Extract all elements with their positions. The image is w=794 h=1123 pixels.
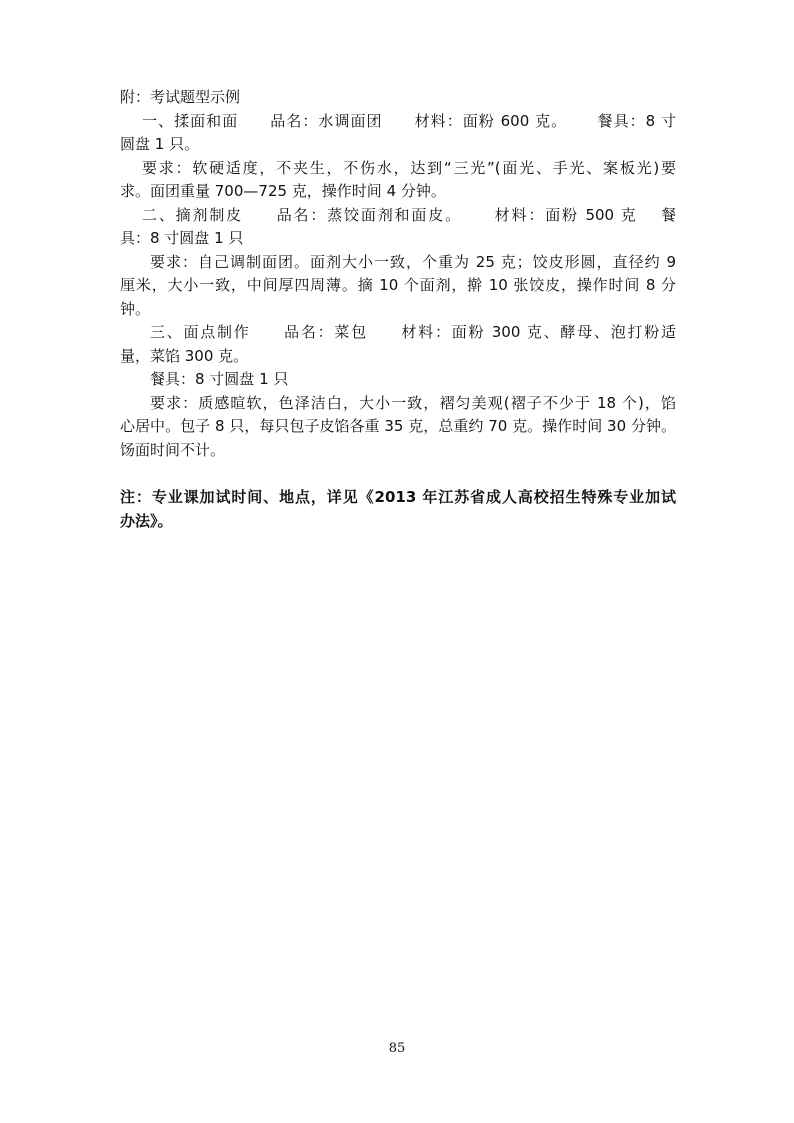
item-1-title-continuation: 圆盘 1 只。 — [120, 135, 200, 153]
item-3-requirement-end: 饧面时间不计。 — [120, 440, 226, 459]
item-1-requirement-continuation: 求。面团重量 700—725 克，操作时间 4 分钟。 — [120, 182, 446, 200]
item-1-requirement-line: 要求：软硬适度，不夹生，不伤水，达到“三光”(面光、手光、案板光)要 — [142, 158, 676, 177]
item-2-title-continuation: 具：8 寸圆盘 1 只 — [120, 229, 244, 247]
item-3-requirement-continuation: 心居中。包子 8 只，每只包子皮馅各重 35 克，总重约 70 克。操作时间 30 分钟。 — [120, 417, 676, 435]
item-1-title-line: 一、揉面和面 品名：水调面团 材料：面粉 600 克。 餐具：8 寸 — [142, 111, 676, 130]
page-number: 85 — [388, 1041, 406, 1056]
item-3-title-continuation: 量，菜馅 300 克。 — [120, 346, 249, 365]
item-2-requirement-continuation: 厘米，大小一致，中间厚四周薄。摘 10 个面剂，擀 10 张饺皮，操作时间 8 分 — [120, 276, 676, 294]
document-body — [120, 86, 676, 533]
item-2-requirement-line: 要求：自己调制面团。面剂大小一致，个重为 25 克；饺皮形圆，直径约 9 — [150, 252, 676, 271]
item-3-title-line: 三、面点制作 品名：菜包 材料：面粉 300 克、酵母、泡打粉适 — [150, 323, 676, 341]
item-3-utensil-line: 餐具：8 寸圆盘 1 只 — [150, 370, 289, 388]
item-2-requirement-end: 钟。 — [120, 299, 151, 318]
item-3-requirement-line: 要求：质感暄软，色泽洁白，大小一致，褶匀美观(褶子不少于 18 个)，馅 — [150, 393, 676, 412]
item-2-title-line: 二、摘剂制皮 品名：蒸饺面剂和面皮。 材料：面粉 500 克 餐 — [142, 205, 676, 224]
note-continuation: 办法》。 — [120, 511, 173, 530]
appendix-heading: 附：考试题型示例 — [120, 88, 241, 106]
note-line: 注：专业课加试时间、地点，详见《2013 年江苏省成人高校招生特殊专业加试 — [120, 488, 676, 506]
